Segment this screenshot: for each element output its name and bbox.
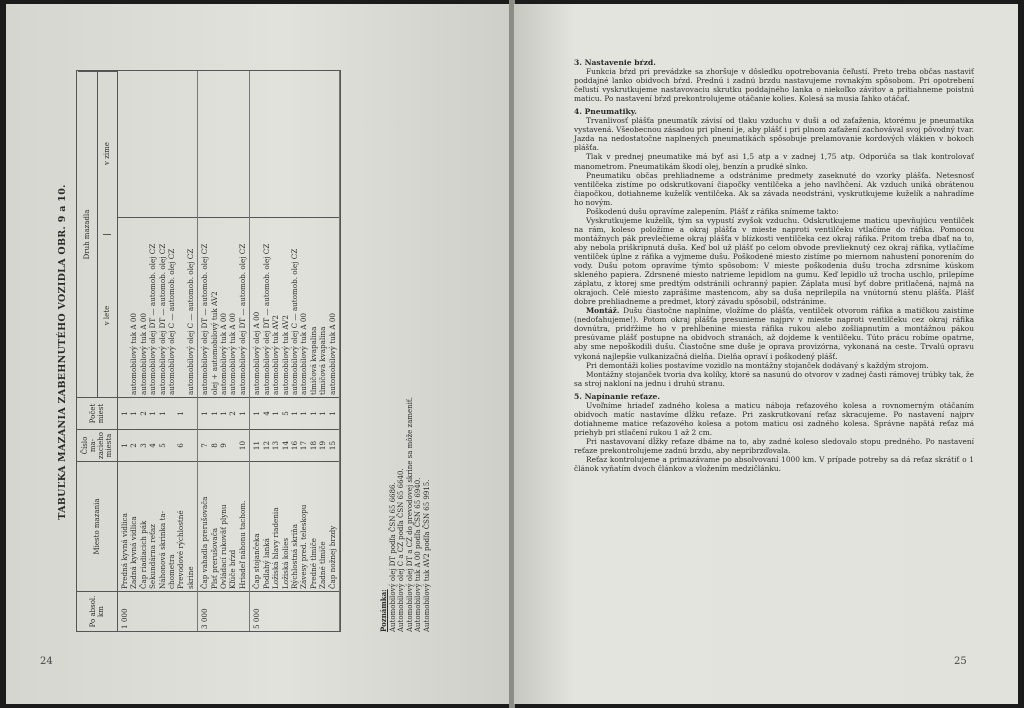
leto-cell: automobilový olej DT — automob. olej CZ — [237, 243, 247, 395]
pocet-cell: 1 — [209, 411, 219, 416]
paragraph: Trvanlivosť plášťa pneumatík závisí od tlaku vzduchu v duši a od zaťaženia, ktorému je pneumatika vystavená. Všeobecnou zásadou pri plnení je, aby plášť i pri plnom zaťažení zachovával svoj pôvodný tvar. Jazda na nedostatočne naplnených pneumatikách spôsobuje prelamovanie kordových vlákien v bokoch plášťa. — [574, 116, 974, 153]
paragraph-text: Dušu čiastočne naplníme, vložíme do plášťa, ventilček otvorom ráfika a matičkou zaistíme (nedoťahujeme!). Potom okraj plášťa presunieme najprv v mieste naproti ventilčeku cez okraj ráfika dovnútra, pridŕžime ho v prehĺbenine miesta ráfika rukou alebo zošliapnutím a montážnou pákou presúvame plášť postupne na obidvoch stranách, až dojdeme k ventilčeku. Túto prácu robíme opatrne, aby sme nepoškodili dušu. Čiastočne sme duše je oprava provizórna, vykonaná na ceste. Trvalú opravu vykoná najlepšie vulkanizačná dielňa. Dielňa opraví i poškodený plášť. — [574, 306, 974, 361]
leto-cell: automobilový tuk A 00 — [138, 313, 148, 395]
note-line: Automobilový olej DT a CZ do prevodovej skrine sa môže zameniť. — [405, 397, 414, 632]
zima-cell — [210, 73, 219, 215]
note-line: Automobilový olej DT podľa ČSN 65 6686. — [388, 482, 397, 632]
miesto-cell: Čap vahadla prerušovača — [200, 496, 210, 589]
pocet-cell: 1 — [299, 411, 309, 416]
cislo-cell: 6 — [176, 443, 186, 448]
cislo-cell: 2 — [129, 443, 139, 448]
cislo-cell: 4 — [148, 443, 158, 448]
leto-cell — [176, 220, 185, 395]
pocet-cell: 1 — [252, 411, 262, 416]
zima-cell — [176, 73, 185, 215]
lubrication-table — [76, 70, 341, 632]
header-druh-label: Druh mazadla — [78, 71, 98, 397]
zima-column — [250, 71, 339, 217]
miesto-cell: Náhonová skrinka ta- — [157, 510, 167, 589]
miesto-cell: Plsť prerušovača — [209, 527, 219, 589]
miesto-cell: Prevodové rýchlostné — [176, 510, 186, 589]
paragraph: Pri nastavovaní dĺžky reťaze dbáme na to, aby zadné koleso sledovalo stopu predného. Po nastavení reťaze prekontrolujeme zadnú brzdu, aby nepribrzďovala. — [574, 436, 974, 455]
zima-cell — [219, 73, 228, 215]
group-km: 1 000 — [118, 591, 197, 631]
pocet-cell: 1 — [318, 411, 328, 416]
leto-cell: automobilový tuk A 00 — [219, 313, 229, 395]
header-druh — [77, 71, 117, 397]
miesto-cell: Ovládací rukoväť plynu — [219, 504, 229, 589]
header-cislo: Číslo ma- zacieho miesta — [77, 429, 117, 461]
zima-cell — [318, 73, 327, 215]
note-list — [389, 397, 432, 632]
miesto-cell: Zadné tlmiče — [318, 541, 328, 589]
paragraph: Pri demontáži kolies postavíme vozidlo na montážny stojanček dodávaný s každým strojom. — [586, 360, 929, 370]
miesto-cell: chometra — [167, 554, 177, 589]
table-body — [118, 71, 340, 631]
note-title: Poznámka: — [379, 589, 388, 632]
cislo-cell: 11 — [252, 440, 262, 451]
header-leto: v lete — [103, 234, 111, 396]
leto-cell: olej + automobilový tuk AV2 — [209, 291, 219, 395]
zima-cell — [200, 73, 209, 215]
cislo-cell: 18 — [308, 440, 318, 451]
zima-cell — [139, 73, 148, 215]
pocet-cell: 1 — [176, 411, 186, 416]
section-heading: 5. Napínanie reťaze. — [574, 391, 660, 401]
page-number-right: 25 — [954, 656, 967, 667]
zima-cell — [290, 73, 299, 215]
pocet-cell: 1 — [129, 411, 139, 416]
leto-cell: automobilový tuk A 00 — [299, 313, 309, 395]
miesto-column — [198, 461, 249, 591]
leto-cell: automobilový tuk A 00 — [129, 313, 139, 395]
miesto-cell: Kľúče bŕzd — [228, 549, 238, 589]
zima-cell — [186, 73, 195, 215]
table-group — [198, 71, 250, 631]
miesto-column — [250, 461, 339, 591]
leto-cell: automobilový tuk A 00 — [228, 313, 238, 395]
header-pocet: Počet miest — [77, 397, 117, 429]
cislo-cell — [186, 432, 195, 459]
cislo-cell: 1 — [120, 443, 129, 448]
paragraph: Reťaz kontrolujeme a primazávame po absolvovaní 1000 km. V prípade potreby sa dá reťaz skrátiť o 1 článok vyňatím dvoch článkov a vložením medzičlánku. — [574, 455, 974, 474]
table-group — [250, 71, 340, 631]
cislo-cell — [167, 432, 176, 459]
leto-cell: automobilový olej DT — automob. olej CZ — [148, 243, 158, 395]
cislo-column — [198, 429, 249, 461]
cislo-cell: 14 — [280, 440, 290, 451]
zima-cell — [129, 73, 138, 215]
cislo-cell: 13 — [271, 440, 281, 451]
cislo-cell — [228, 432, 237, 459]
leto-column — [198, 217, 249, 397]
miesto-cell: Sekundárna reťaz — [148, 524, 158, 589]
pocet-cell: 1 — [289, 411, 299, 416]
table-header — [77, 71, 118, 631]
zima-cell — [281, 73, 290, 215]
leto-cell: automobilový olej DT — automob. olej CZ — [200, 243, 210, 395]
pocet-cell: 5 — [280, 411, 290, 416]
pocet-cell: 1 — [308, 411, 318, 416]
paragraph: Pneumatiku občas prehliadneme a odstránime predmety zaseknuté do vzorky plášťa. Netesnosť ventilčeka zistíme po odskrutkovaní čiapočky ventilčeka a jeho navlhčení. Ak vzduch uniká obrátenou čiapočkou, dotiahneme kuželík ventilčeka. Ak sa závada neodstráni, vyskrutkujeme kuželík a nahradíme ho novým. — [574, 170, 974, 207]
cislo-cell: 3 — [138, 443, 148, 448]
cislo-cell: 19 — [318, 440, 328, 451]
paragraph: Tlak v prednej pneumatike má byť asi 1,5 atp a v zadnej 1,75 atp. Odporúča sa tlak kontrolovať manometrom. Pneumatikám škodí olej, benzín a prudké slnko. — [574, 152, 974, 171]
miesto-cell: Ložiská hlavy riadenia — [271, 507, 281, 589]
miesto-cell: skrine — [185, 566, 195, 589]
leto-cell: tlmičová kvapalina — [318, 326, 328, 395]
miesto-cell: Zadná kyvná vidlica — [129, 516, 139, 589]
zima-column — [198, 71, 249, 217]
zima-cell — [271, 73, 280, 215]
table-group — [118, 71, 198, 631]
zima-cell — [120, 73, 129, 215]
cislo-cell: 17 — [299, 440, 309, 451]
miesto-cell: Predné tlmiče — [308, 538, 318, 589]
leto-cell — [120, 220, 129, 395]
leto-cell: automobilový olej A 00 — [252, 311, 262, 395]
paragraph: Poškodenú dušu opravíme zalepením. Plášť z ráfika snímeme takto: — [586, 206, 839, 216]
pocet-cell: 2 — [138, 411, 148, 416]
zima-cell — [328, 73, 337, 215]
leto-cell: tlmičová kvapalina — [308, 326, 318, 395]
cislo-cell: 8 — [209, 443, 219, 448]
leto-cell: automobilový tuk A 00 — [327, 313, 337, 395]
pocet-cell: 1 — [219, 411, 229, 416]
paragraph: Uvoľníme hriadeľ zadného kolesa a maticu nábojа reťazového kolesa a rovnomerným otáčaním obidvoch matíc nastavíme dĺžku reťaze. Pri zaskrutkovaní reťaz skracujeme. Po nastavení najprv dotiahneme matice reťazového kolesa a potom maticu osi zadného kolesa. Správne napätá reťaz má priehyb pri stlačení rukou 1 až 2 cm. — [574, 400, 974, 437]
right-page — [514, 4, 1018, 704]
cislo-cell: 16 — [289, 440, 299, 451]
miesto-cell: Čap stojančeka — [252, 533, 262, 589]
zima-cell — [158, 73, 167, 215]
note-line: Automobilový tuk A 00 podľa ČSN 65 6940. — [414, 477, 423, 632]
zima-cell — [262, 73, 271, 215]
pocet-cell: 4 — [261, 411, 271, 416]
zima-cell — [299, 73, 308, 215]
table-title: TABUĽKA MAZANIA ZABEHNUTÉHO VOZIDLA OBR. 9 a 10. — [57, 184, 68, 520]
miesto-cell: Čap nožnej brzdy — [327, 525, 337, 589]
header-km: Po absol. km — [77, 591, 117, 631]
leto-cell: automobilový olej C — automob. olej CZ — [167, 248, 177, 395]
section-heading: 3. Nastavenie bŕzd. — [574, 58, 656, 67]
cislo-column — [118, 429, 197, 461]
left-page — [6, 4, 510, 704]
cislo-cell: 15 — [327, 440, 337, 451]
miesto-cell: Ložiská kolies — [280, 537, 290, 589]
pocet-cell: 2 — [228, 411, 238, 416]
pocet-cell: 1 — [237, 411, 247, 416]
paragraph: Vyskrutkujeme kuželík, tým sa vypustí zvyšok vzduchu. Odskrutkujeme maticu upevňujúcu ventilček na rám, koleso položíme a okraj plášťa v mieste naproti ventilčeku vtlačíme do ráfika. Pomocou montážnych pák prevlečieme okraj plášťa v blízkosti ventilčeka cez okraj ráfika. Pritom treba dbať na to, aby nebola priškripnutá duša. Keď bol už plášť po celom obvode prevlieknutý cez okraj ráfika, vytlačíme ventilček úplne z ráfika a vyjmeme dušu. Poškodené miesto zistíme po miernom nahustení ponorením do vody. Dušu potom opravíme týmto spôsobom: V mieste poškodenia dušu trocha zdrsníme kúskom skleného papiera. Zdrsnené miesto natrieme lepidlom na gumu. Keď lepidlo už trocha uschlo, prilepíme záplatu, z ktorej sme predtým odstránili ochranný papier. Záplata musí byť dobre pritlačená, najmä na okrajoch. Celé miesto zaprášime mastencom, aby sa duša neprilepila na vnútornú stenu plášťa. Plášť dobre prehliadneme a predmet, ktorý závadu spôsobil, odstránime. — [574, 215, 974, 307]
paragraph: Montážny stojanček tvoria dva kolíky, ktoré sa nasunú do otvorov v zadnej časti rámovej trúbky tak, že sa stroj nakloní na jednu i druhú stranu. — [574, 369, 974, 388]
miesto-cell: Hriadeľ náhonu tachom. — [237, 500, 247, 589]
miesto-column — [118, 461, 197, 591]
zima-cell — [167, 73, 176, 215]
leto-cell: automobilový tuk AV2 — [271, 315, 281, 395]
leto-cell: automobilový olej DT — automob. olej CZ — [157, 243, 167, 395]
zima-cell — [252, 73, 261, 215]
miesto-cell: Predná kyvná vidlica — [120, 513, 129, 589]
pocet-cell: 1 — [157, 411, 167, 416]
leto-cell: automobilový tuk AV2 — [280, 315, 290, 395]
zima-cell — [238, 73, 247, 215]
pocet-column — [250, 397, 339, 429]
note-line: Automobilový olej C a CZ podľa ČSN 65 6640. — [397, 468, 406, 632]
cislo-cell: 5 — [157, 443, 167, 448]
cislo-cell: 12 — [261, 440, 271, 451]
miesto-cell: Podlahý lanká — [261, 538, 271, 589]
cislo-cell: 7 — [200, 443, 210, 448]
page-number-left: 24 — [40, 656, 53, 667]
paragraph-lead: Montáž. — [586, 306, 620, 316]
leto-cell: automobilový olej C — automob. olej CZ — [185, 248, 195, 395]
pocet-cell: 1 — [148, 411, 158, 416]
lubrication-table-rotated — [57, 72, 431, 632]
leto-column — [118, 217, 197, 397]
miesto-cell: Závesy pred. teleskopu — [299, 504, 309, 589]
cislo-cell: 9 — [219, 443, 229, 448]
leto-cell: automobilový olej C — automob. olej CZ — [289, 248, 299, 395]
pocet-cell — [186, 400, 195, 427]
miesto-cell: Rýchlostná skriňa — [289, 523, 299, 589]
cislo-cell: 10 — [237, 440, 247, 451]
zima-cell — [309, 73, 318, 215]
miesto-cell: Čap riadiacich pák — [138, 520, 148, 589]
pocet-column — [198, 397, 249, 429]
leto-cell: automobilový olej DT — automob. olej CZ — [261, 243, 271, 395]
section-heading: 4. Pneumatiky. — [574, 107, 637, 117]
zima-cell — [228, 73, 237, 215]
cislo-column — [250, 429, 339, 461]
note-line: Automobilový tuk AV2 podľa ČSN 65 9915. — [422, 479, 431, 632]
header-zima: v zime — [103, 142, 111, 165]
zima-cell — [148, 73, 157, 215]
leto-column — [250, 217, 339, 397]
table-note — [380, 397, 432, 632]
pocet-column — [118, 397, 197, 429]
pocet-cell: 1 — [327, 411, 337, 416]
right-page-text — [574, 54, 974, 473]
zima-column — [118, 71, 197, 217]
group-km: 3 000 — [198, 591, 249, 631]
header-miesto: Miesto mazania — [77, 461, 117, 591]
pocet-cell: 1 — [271, 411, 281, 416]
paragraph: Funkcia bŕzd pri prevádzke sa zhoršuje v dôsledku opotrebovania čeľustí. Preto treba občas nastaviť poddajné lanko obidvoch bŕzd. Prednú i zadnú brzdu nastavujeme rovnakým spôsobom. Pri opotrebení čeľustí vyskrutkujeme nastavovaciu skrutku poddajného lanka o niekoľko závitov a pritiahneme poistnú maticu. Po nastavení bŕzd prekontrolujeme otáčanie kolies. Kolesá sa musia ľahko otáčať. — [574, 67, 974, 104]
pocet-cell — [167, 400, 176, 427]
pocet-cell: 1 — [200, 411, 210, 416]
paragraph — [574, 306, 974, 360]
group-km: 5 000 — [250, 591, 339, 631]
pocet-cell: 1 — [120, 411, 129, 416]
